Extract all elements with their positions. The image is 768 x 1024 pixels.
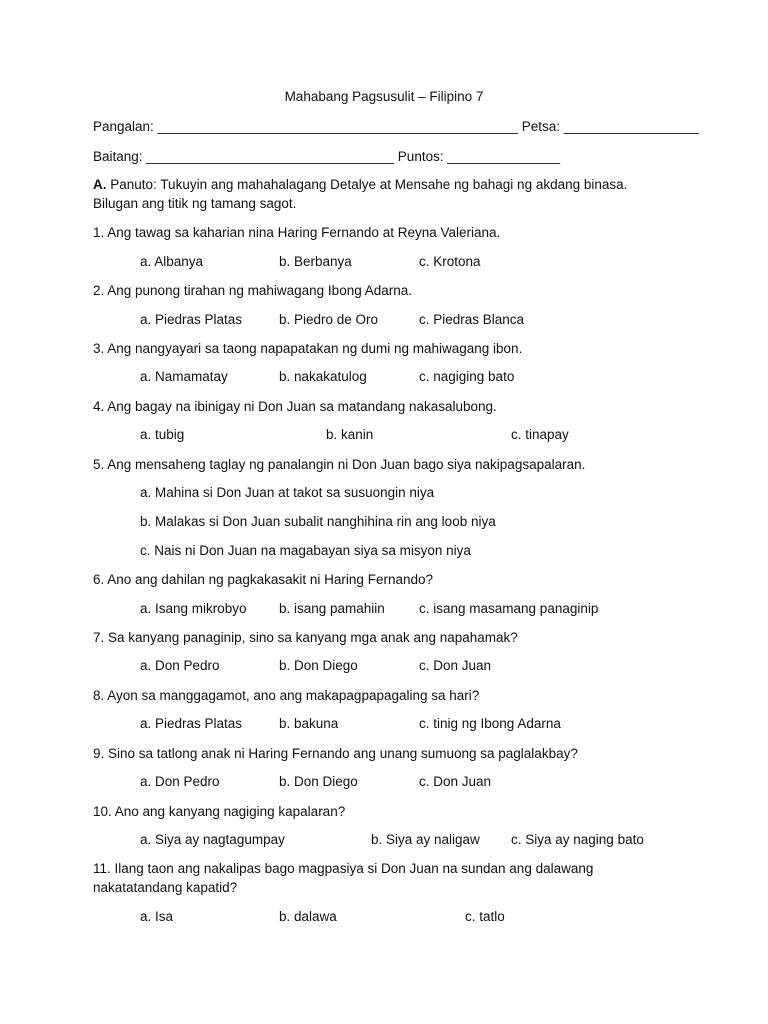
choice-b: b. isang pamahiin [279,601,385,616]
choice-row [140,908,700,926]
page-title: Mahabang Pagsusulit – Filipino 7 [284,89,484,104]
choice-c: c. tinapay [511,427,569,442]
choice-a: a. Namamatay [140,369,228,384]
choice-a: a. Albanya [140,254,204,269]
question-text: 2. Ang punong tirahan ng mahiwagang Ibong Adarna. [93,283,413,298]
question-text: 5. Ang mensaheng taglay ng panalangin ni Don Juan bago siya nakipagsapalaran. [93,457,586,472]
choice-row [140,831,700,849]
choice-c: c. Don Juan [419,774,492,789]
choice-row [140,773,700,791]
choice-row [140,368,700,386]
choice-row [140,657,700,675]
choice-b: b. Piedro de Oro [279,312,379,327]
choice-c: c. Nais ni Don Juan na magabayan siya sa misyon niya [140,543,471,558]
question-text: 3. Ang nangyayari sa taong napapatakan ng dumi ng mahiwagang ibon. [93,341,523,356]
grade-score-line: Baitang: _________________________________ Puntos: _______________ [93,149,560,164]
question-text-continued: nakatatandang kapatid? [93,880,238,895]
choice-a: a. Mahina si Don Juan at takot sa susuongin niya [140,485,435,500]
question-text: 10. Ano ang kanyang nagiging kapalaran? [93,804,346,819]
choice-b: b. Malakas si Don Juan subalit nanghihina rin ang loob niya [140,514,496,529]
choice-row [140,600,700,618]
choice-c: c. Siya ay naging bato [511,832,644,847]
choice-b: b. bakuna [279,716,339,731]
question-text: 6. Ano ang dahilan ng pagkakasakit ni Haring Fernando? [93,572,433,587]
instructions-line-1 [93,176,627,194]
choice-b: b. Don Diego [279,658,358,673]
choice-c: c. tinig ng Ibong Adarna [419,716,561,731]
choice-a: a. Isang mikrobyo [140,601,247,616]
section-letter: A. [93,177,107,192]
question-text: 1. Ang tawag sa kaharian nina Haring Fernando at Reyna Valeriana. [93,225,501,240]
choice-b: b. Berbanya [279,254,352,269]
choice-c: c. Don Juan [419,658,492,673]
name-date-line: Pangalan: ________________________________________________ Petsa: __________________ [93,119,699,134]
instructions-line-2: Bilugan ang titik ng tamang sagot. [93,196,297,211]
question-text: 4. Ang bagay na ibinigay ni Don Juan sa matandang nakasalubong. [93,399,497,414]
choice-a: a. Piedras Platas [140,312,243,327]
choice-b: b. kanin [326,427,374,442]
choice-c: c. nagiging bato [419,369,515,384]
instructions-text: Panuto: Tukuyin ang mahahalagang Detalye at Mensahe ng bahagi ng akdang binasa. [110,177,628,192]
choice-a: a. Don Pedro [140,774,220,789]
question-text: 7. Sa kanyang panaginip, sino sa kanyang mga anak ang napahamak? [93,630,518,645]
choice-b: b. Siya ay naligaw [371,832,480,847]
choice-b: b. dalawa [279,909,337,924]
choice-a: a. tubig [140,427,185,442]
choice-b: b. Don Diego [279,774,358,789]
choice-a: a. Don Pedro [140,658,220,673]
choice-a: a. Isa [140,909,174,924]
choice-c: c. Krotona [419,254,481,269]
choice-row [140,311,700,329]
choice-row [140,253,700,271]
choice-a: a. Piedras Platas [140,716,243,731]
choice-c: c. Piedras Blanca [419,312,525,327]
choice-row [140,426,700,444]
choice-b: b. nakakatulog [279,369,367,384]
choice-a: a. Siya ay nagtagumpay [140,832,285,847]
choice-c: c. tatlo [465,909,505,924]
choice-c: c. isang masamang panaginip [419,601,599,616]
question-text: 11. Ilang taon ang nakalipas bago magpasiya si Don Juan na sundan ang dalawang [93,861,594,876]
question-text: 9. Sino sa tatlong anak ni Haring Fernando ang unang sumuong sa paglalakbay? [93,746,578,761]
question-text: 8. Ayon sa manggagamot, ano ang makapagpapagaling sa hari? [93,688,480,703]
choice-row [140,715,700,733]
